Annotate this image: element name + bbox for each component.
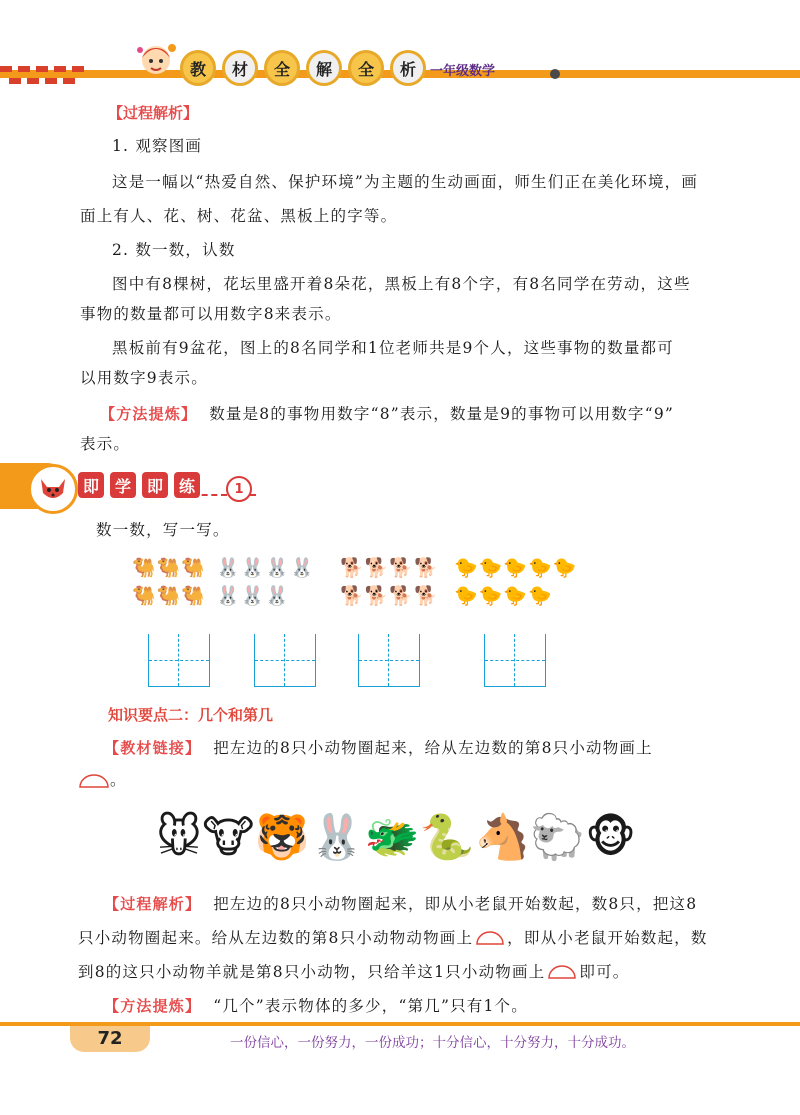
step2-text1-line1: 图中有8棵树，花坛里盛开着8朵花，黑板上有8个字，有8名同学在劳动，这些: [112, 275, 691, 293]
fox-mascot-icon: [28, 464, 78, 514]
analysis2-text-line3a: 到8的这只小动物羊就是第8只小动物，只给羊这1只小动物画上: [78, 963, 546, 981]
zodiac-animal-row: [156, 806, 636, 870]
rabbit-icon: 🐰: [265, 557, 290, 579]
dog-icon: 🐕: [340, 557, 364, 579]
dog-icon: 🐕: [364, 585, 389, 607]
step2-text1-line2: 事物的数量都可以用数字8来表示。: [80, 305, 342, 323]
analysis2-text-line1: 把左边的8只小动物圈起来，即从小老鼠开始数起，数8只，把这8: [213, 895, 698, 913]
practice-title-char: 即: [142, 472, 168, 498]
camel-icon: 🐫: [156, 585, 181, 607]
animal-group-camel: [132, 556, 206, 612]
duck-icon: 🐤: [454, 557, 478, 579]
semicircle-icon: [475, 931, 505, 945]
sheep-icon: 🐑: [530, 812, 585, 863]
practice-number: 1: [226, 476, 252, 502]
animal-group-row: [454, 584, 570, 608]
textbook-link-line2: [78, 764, 127, 797]
dog-icon: 🐕: [340, 585, 364, 607]
answer-box[interactable]: [484, 634, 546, 687]
knowledge-point-heading: 知识要点二：几个和第几: [108, 706, 274, 724]
rabbit-icon: 🐰: [216, 557, 240, 579]
step2-heading: 2. 数一数，认数: [112, 241, 236, 259]
snake-icon: 🐍: [419, 812, 475, 863]
animal-group-row: [454, 556, 577, 580]
duck-icon: 🐤: [478, 557, 503, 579]
header-title-char: 材: [222, 50, 258, 86]
header-title-char: 教: [180, 50, 216, 86]
method2-tag: 【方法提炼】: [104, 997, 202, 1015]
animal-group-row: [132, 584, 206, 608]
monkey-icon: 🐵: [585, 812, 636, 863]
dog-icon: 🐕: [414, 585, 438, 607]
duck-icon: 🐤: [528, 557, 552, 579]
practice-instruction: 数一数，写一写。: [96, 521, 230, 539]
duck-icon: 🐤: [478, 585, 503, 607]
dog-icon: 🐕: [414, 557, 438, 579]
practice-title-char: 练: [174, 472, 200, 498]
step1-heading: 1. 观察图画: [112, 137, 203, 155]
method2-line: [104, 990, 528, 1023]
footer-motto: 一份信心，一份努力，一份成功；十分信心，十分努力，十分成功。: [230, 1035, 635, 1051]
header-title: [180, 50, 426, 86]
textbook-link-text: 把左边的8只小动物圈起来，给从左边数的第8只小动物画上: [213, 739, 653, 757]
method2-text: “几个”表示物体的多少，“第几”只有1个。: [213, 997, 528, 1015]
answer-box[interactable]: [148, 634, 210, 687]
animal-group-duck: [454, 556, 577, 612]
dog-icon: 🐕: [364, 557, 389, 579]
rabbit-icon: 🐰: [216, 585, 240, 607]
method-line1: [100, 398, 674, 431]
girl-mascot-icon: [132, 40, 180, 86]
page-number: 72: [97, 1028, 123, 1049]
animal-group-row: [216, 556, 312, 580]
animal-group-row: [216, 584, 312, 608]
duck-icon: 🐤: [454, 585, 478, 607]
step2-text2-line1: 黑板前有9盆花，图上的8名同学和1位老师共是9个人，这些事物的数量都可: [112, 339, 674, 357]
header-title-char: 析: [390, 50, 426, 86]
header-grade: 一年级数学: [430, 64, 496, 79]
animal-group-dog: [340, 556, 440, 612]
analysis2-text-line2b: ，即从小老鼠开始数起，数: [507, 929, 708, 947]
rabbit-icon: 🐰: [240, 557, 265, 579]
analysis2-text-line2a: 只小动物圈起来。给从左边数的第8只小动物动物画上: [78, 929, 474, 947]
practice-title: [78, 472, 200, 498]
textbook-link-text-end: 。: [110, 771, 127, 789]
analysis2-text-line3b: 即可。: [579, 963, 630, 981]
dog-icon: 🐕: [389, 585, 414, 607]
analysis2-tag: 【过程解析】: [104, 895, 202, 913]
method-tag: 【方法提炼】: [100, 405, 198, 423]
camel-icon: 🐫: [132, 585, 156, 607]
dragon-icon: 🐲: [364, 812, 420, 863]
camel-icon: 🐫: [181, 557, 206, 579]
tiger-icon: 🐯: [254, 812, 310, 863]
method-text-line2: 表示。: [80, 435, 131, 453]
practice-title-char: 学: [110, 472, 136, 498]
answer-box[interactable]: [358, 634, 420, 687]
practice-title-char: 即: [78, 472, 104, 498]
ox-icon: 🐮: [202, 812, 255, 863]
duck-icon: 🐤: [528, 585, 552, 607]
animal-group-row: [340, 584, 440, 608]
step2-text2-line2: 以用数字9表示。: [80, 369, 208, 387]
method-text-line1: 数量是8的事物用数字“8”表示，数量是9的事物可以用数字“9”: [209, 405, 675, 423]
duck-icon: 🐤: [503, 557, 528, 579]
analysis2-line1: [104, 888, 697, 921]
step1-text-line2: 面上有人、花、树、花盆、黑板上的字等。: [80, 207, 398, 225]
animal-group-row: [340, 556, 440, 580]
rabbit-icon: 🐰: [265, 585, 290, 607]
animal-group-row: [132, 556, 206, 580]
semicircle-icon: [547, 965, 577, 979]
camel-icon: 🐫: [181, 585, 206, 607]
mouse-icon: 🐭: [156, 812, 202, 863]
dog-icon: 🐕: [389, 557, 414, 579]
analysis2-line3: [78, 956, 630, 989]
rabbit-icon: 🐰: [290, 557, 314, 579]
analysis-tag: 【过程解析】: [108, 104, 199, 122]
duck-icon: 🐤: [503, 585, 528, 607]
camel-icon: 🐫: [132, 557, 156, 579]
analysis2-line2: [78, 922, 708, 955]
header-title-char: 全: [264, 50, 300, 86]
semicircle-icon: [78, 774, 110, 788]
header-title-char: 解: [306, 50, 342, 86]
rabbit-icon: 🐰: [240, 585, 265, 607]
duck-icon: 🐤: [552, 557, 577, 579]
camel-icon: 🐫: [156, 557, 181, 579]
header-title-char: 全: [348, 50, 384, 86]
rabbit-icon: 🐰: [309, 812, 365, 863]
horse-icon: 🐴: [474, 812, 530, 863]
textbook-link-line1: [104, 732, 653, 765]
step1-text-line1: 这是一幅以“热爱自然、保护环境”为主题的生动画面，师生们正在美化环境，画: [112, 173, 699, 191]
animal-group-rabbit: [216, 556, 312, 612]
textbook-link-tag: 【教材链接】: [104, 739, 202, 757]
answer-box[interactable]: [254, 634, 316, 687]
